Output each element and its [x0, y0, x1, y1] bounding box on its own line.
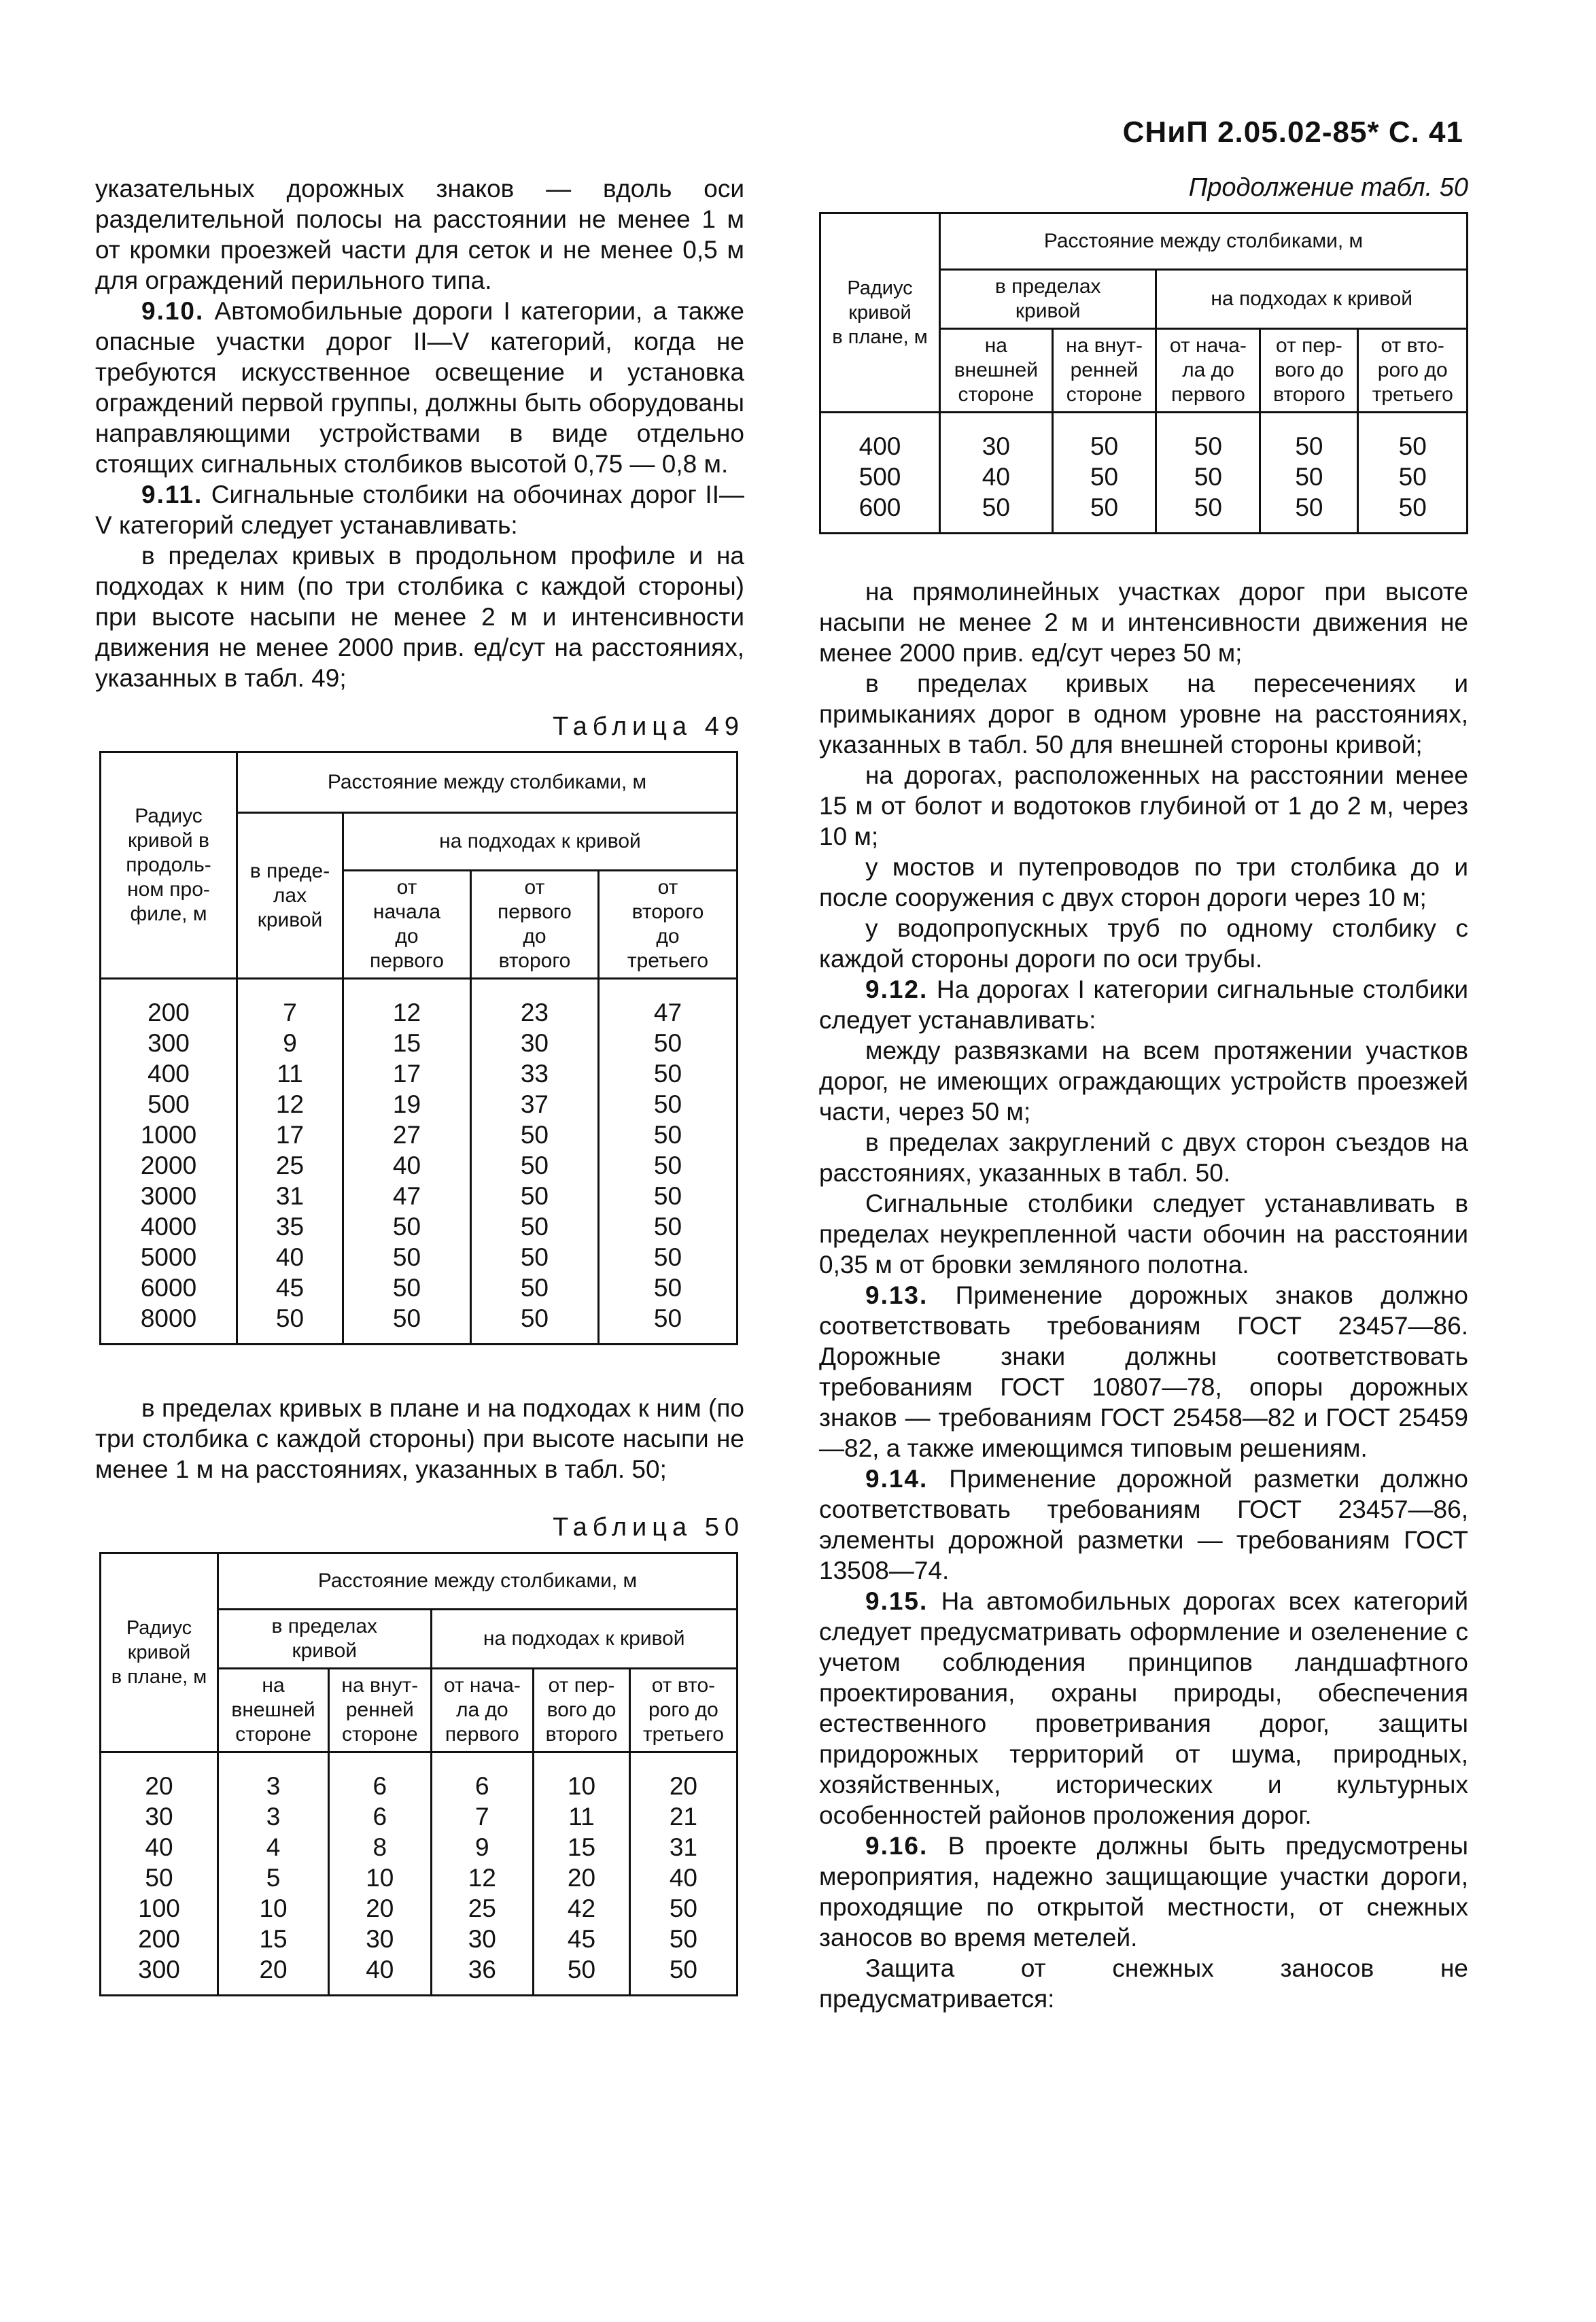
table-cell: 50 — [598, 1272, 737, 1303]
header-approaches: на подходах к кривой — [1156, 270, 1468, 329]
header-first-to-second: от пер- вого до второго — [534, 1669, 630, 1752]
paragraph-9-11 — [95, 479, 744, 540]
table-row — [101, 1862, 738, 1893]
table-cell: 20 — [218, 1954, 329, 1996]
table-cell: 12 — [343, 979, 471, 1028]
table-cell: 50 — [470, 1242, 598, 1272]
table-cell: 50 — [237, 1303, 343, 1345]
table-row — [101, 1150, 738, 1181]
table-cell: 25 — [237, 1150, 343, 1181]
paragraph-9-10 — [95, 296, 744, 479]
table-cell: 33 — [470, 1058, 598, 1089]
table-cell: 30 — [940, 413, 1053, 462]
clause-number: 9.15. — [865, 1587, 929, 1615]
page-header: СНиП 2.05.02-85* С. 41 — [1122, 116, 1463, 149]
table-cell: 50 — [1156, 413, 1260, 462]
table-50-continued-caption: Продолжение табл. 50 — [1188, 173, 1468, 202]
table-cell: 50 — [101, 1862, 218, 1893]
table-cell: 50 — [1260, 462, 1358, 492]
table-cell: 40 — [237, 1242, 343, 1272]
table-cell: 3 — [218, 1801, 329, 1832]
table-cell: 50 — [1156, 462, 1260, 492]
paragraph: в пределах закруглений с двух сторон съездов на расстояниях, указанных в табл. 50. — [819, 1128, 1468, 1187]
table-cell: 15 — [343, 1028, 471, 1058]
table-cell: 12 — [431, 1862, 534, 1893]
table-cell: 6000 — [101, 1272, 237, 1303]
table-cell: 50 — [629, 1893, 737, 1924]
paragraph-9-15 — [819, 1586, 1468, 1831]
paragraph: на прямолинейных участках дорог при высоте насыпи не менее 2 м и интенсивности движения не менее 2000 прив. ед/сут через 50 м; — [819, 578, 1468, 667]
table-cell: 50 — [470, 1181, 598, 1211]
table-cell: 12 — [237, 1089, 343, 1120]
table-cell: 50 — [343, 1242, 471, 1272]
table-cell: 600 — [820, 492, 940, 534]
table-cell: 200 — [101, 979, 237, 1028]
table-cell: 400 — [820, 413, 940, 462]
paragraph: у водопропускных труб по одному столбику с каждой стороны дороги по оси трубы. — [819, 914, 1468, 973]
table-cell: 50 — [343, 1211, 471, 1242]
table-cell: 50 — [598, 1120, 737, 1150]
table-cell: 4 — [218, 1832, 329, 1862]
table-row — [101, 979, 738, 1028]
header-distance: Расстояние между столбиками, м — [940, 213, 1468, 270]
table-50-body — [101, 1752, 738, 1996]
table-cell: 27 — [343, 1120, 471, 1150]
clause-number: 9.12. — [865, 975, 929, 1003]
table-cell: 31 — [237, 1181, 343, 1211]
table-cell: 37 — [470, 1089, 598, 1120]
header-start-to-first: от нача- ла до первого — [431, 1669, 534, 1752]
table-cell: 50 — [1052, 462, 1156, 492]
table-row — [101, 1211, 738, 1242]
table-cell: 40 — [329, 1954, 431, 1996]
table-cell: 50 — [343, 1272, 471, 1303]
table-cell: 50 — [598, 1303, 737, 1345]
table-49-body — [101, 979, 738, 1345]
header-within-curve: в пределах кривой — [218, 1610, 432, 1669]
table-cell: 50 — [1052, 492, 1156, 534]
table-cell: 50 — [629, 1924, 737, 1954]
table-cell: 50 — [598, 1181, 737, 1211]
table-cell: 50 — [470, 1272, 598, 1303]
table-cell: 5000 — [101, 1242, 237, 1272]
table-cell: 10 — [218, 1893, 329, 1924]
header-second-to-third: от вто- рого до третьего — [1358, 329, 1468, 413]
table-cell: 47 — [598, 979, 737, 1028]
table-cell: 300 — [101, 1028, 237, 1058]
clause-number: 9.14. — [865, 1465, 929, 1493]
table-cell: 20 — [101, 1752, 218, 1802]
paragraph: между развязками на всем протяжении участков дорог, не имеющих ограждающих устройств проезжей части, через 50 м; — [819, 1037, 1468, 1126]
paragraph-9-12 — [819, 974, 1468, 1035]
header-within-curve: в пределах кривой — [940, 270, 1156, 329]
table-cell: 100 — [101, 1893, 218, 1924]
table-row — [101, 1181, 738, 1211]
table-cell: 19 — [343, 1089, 471, 1120]
clause-number: 9.13. — [865, 1281, 929, 1309]
table-cell: 7 — [237, 979, 343, 1028]
table-cell: 45 — [534, 1924, 630, 1954]
table-cell: 50 — [940, 492, 1053, 534]
table-cell: 3 — [218, 1752, 329, 1802]
table-row — [101, 1058, 738, 1089]
table-cell: 50 — [470, 1211, 598, 1242]
header-approaches: на подходах к кривой — [431, 1610, 737, 1669]
table-cell: 8 — [329, 1832, 431, 1862]
table-cell: 40 — [940, 462, 1053, 492]
table-cell: 500 — [820, 462, 940, 492]
table-cell: 50 — [1358, 462, 1468, 492]
table-cell: 31 — [629, 1832, 737, 1862]
table-cell: 6 — [329, 1752, 431, 1802]
table-cell: 20 — [329, 1893, 431, 1924]
table-cell: 11 — [237, 1058, 343, 1089]
clause-number: 9.11. — [141, 481, 203, 508]
table-row — [820, 492, 1468, 534]
table-cell: 30 — [101, 1801, 218, 1832]
paragraph-9-16 — [819, 1831, 1468, 1953]
header-first-to-second: от пер- вого до второго — [1260, 329, 1358, 413]
table-row — [101, 1120, 738, 1150]
paragraph-9-14 — [819, 1463, 1468, 1586]
table-cell: 50 — [1260, 413, 1358, 462]
table-cell: 50 — [1052, 413, 1156, 462]
left-column — [95, 173, 744, 1996]
paragraph: Защита от снежных заносов не предусматривается: — [819, 1954, 1468, 2013]
header-second-to-third: от вто- рого до третьего — [629, 1669, 737, 1752]
header-inner-side: на внут- ренней стороне — [1052, 329, 1156, 413]
table-cell: 4000 — [101, 1211, 237, 1242]
table-cell: 50 — [1156, 492, 1260, 534]
clause-text: В проекте должны быть предусмотрены мероприятия, надежно защищающие участки дороги, проходящие по открытой местности, от снежных заносов во время метелей. — [819, 1832, 1468, 1952]
clause-text: Автомобильные дороги I категории, а также опасные участки дорог II—V категорий, когда не требуются искусственное освещение и установка ограждений первой группы, должны быть оборудованы направляющими устройствами в виде отдельно стоящих сигнальных столбиков высотой 0,75 — 0,8 м. — [95, 297, 744, 478]
table-row — [101, 1303, 738, 1345]
table-cell: 47 — [343, 1181, 471, 1211]
header-radius: Радиус кривой в плане, м — [101, 1553, 218, 1752]
paragraph: в пределах кривых в плане и на подходах к ним (по три столбика с каждой стороны) при высоте насыпи не менее 1 м на расстояниях, указанных в табл. 50; — [95, 1394, 744, 1483]
table-cell: 40 — [101, 1832, 218, 1862]
paragraph: на дорогах, расположенных на расстоянии менее 15 м от болот и водотоков глубиной от 1 до 2 м, через 10 м; — [819, 761, 1468, 850]
header-radius: Радиус кривой в плане, м — [820, 213, 940, 413]
table-50-continued-body — [820, 413, 1468, 534]
right-column — [819, 173, 1468, 2014]
table-cell: 2000 — [101, 1150, 237, 1181]
paragraph-9-13 — [819, 1280, 1468, 1463]
table-row — [820, 413, 1468, 462]
table-cell: 40 — [629, 1862, 737, 1893]
header-start-to-first: от нача- ла до первого — [1156, 329, 1260, 413]
table-row — [101, 1893, 738, 1924]
table-cell: 50 — [1358, 413, 1468, 462]
table-cell: 9 — [237, 1028, 343, 1058]
header-second-to-third: от второго до третьего — [598, 871, 737, 979]
table-row — [101, 1028, 738, 1058]
paragraph: указательных дорожных знаков — вдоль оси разделительной полосы на расстоянии не менее 1 м от кромки проезжей части для сеток и не менее 0,5 м для ограждений перильного типа. — [95, 175, 744, 294]
table-cell: 50 — [1358, 492, 1468, 534]
table-cell: 21 — [629, 1801, 737, 1832]
table-cell: 42 — [534, 1893, 630, 1924]
clause-text: Сигнальные столбики на обочинах дорог II—V категорий следует устанавливать: — [95, 481, 744, 539]
table-row — [101, 1752, 738, 1802]
table-cell: 6 — [329, 1801, 431, 1832]
header-distance: Расстояние между столбиками, м — [237, 752, 738, 813]
header-start-to-first: от начала до первого — [343, 871, 471, 979]
table-cell: 40 — [343, 1150, 471, 1181]
paragraph: в пределах кривых в продольном профиле и на подходах к ним (по три столбика с каждой стороны) при высоте насыпи не менее 2 м и интенсивности движения не менее 2000 прив. ед/сут на расстояниях, указанных в табл. 49; — [95, 542, 744, 692]
table-cell: 30 — [470, 1028, 598, 1058]
header-outer-side: на внешней стороне — [218, 1669, 329, 1752]
table-cell: 20 — [534, 1862, 630, 1893]
table-cell: 6 — [431, 1752, 534, 1802]
table-cell: 50 — [598, 1211, 737, 1242]
header-inner-side: на внут- ренней стороне — [329, 1669, 431, 1752]
header-within-curve: в преде- лах кривой — [237, 813, 343, 979]
table-row — [101, 1242, 738, 1272]
table-50-caption: Таблица 50 — [553, 1513, 744, 1542]
header-outer-side: на внешней стороне — [940, 329, 1053, 413]
table-cell: 30 — [431, 1924, 534, 1954]
table-row — [101, 1272, 738, 1303]
table-cell: 50 — [470, 1120, 598, 1150]
table-cell: 7 — [431, 1801, 534, 1832]
table-cell: 50 — [598, 1242, 737, 1272]
table-cell: 1000 — [101, 1120, 237, 1150]
table-cell: 400 — [101, 1058, 237, 1089]
table-49 — [99, 751, 738, 1345]
header-approaches: на подходах к кривой — [343, 813, 738, 871]
table-row — [101, 1954, 738, 1996]
table-cell: 200 — [101, 1924, 218, 1954]
table-cell: 50 — [470, 1150, 598, 1181]
table-cell: 3000 — [101, 1181, 237, 1211]
table-cell: 50 — [598, 1089, 737, 1120]
table-50 — [99, 1552, 738, 1996]
table-cell: 20 — [629, 1752, 737, 1802]
header-distance: Расстояние между столбиками, м — [218, 1553, 738, 1610]
table-cell: 50 — [343, 1303, 471, 1345]
table-cell: 500 — [101, 1089, 237, 1120]
table-cell: 50 — [629, 1954, 737, 1996]
table-cell: 50 — [598, 1150, 737, 1181]
clause-text: Применение дорожной разметки должно соответствовать требованиям ГОСТ 23457—86, элементы дорожной разметки — требованиям ГОСТ 13508—74. — [819, 1465, 1468, 1584]
table-cell: 15 — [218, 1924, 329, 1954]
table-cell: 8000 — [101, 1303, 237, 1345]
table-cell: 15 — [534, 1832, 630, 1862]
table-cell: 50 — [598, 1028, 737, 1058]
table-cell: 50 — [1260, 492, 1358, 534]
paragraph: у мостов и путепроводов по три столбика до и после сооружения с двух сторон дороги через 10 м; — [819, 853, 1468, 912]
header-radius: Радиус кривой в продоль- ном про- филе, м — [101, 752, 237, 979]
table-row — [101, 1801, 738, 1832]
table-cell: 50 — [470, 1303, 598, 1345]
clause-number: 9.16. — [865, 1832, 929, 1860]
header-first-to-second: от первого до второго — [470, 871, 598, 979]
table-row — [101, 1089, 738, 1120]
table-cell: 10 — [534, 1752, 630, 1802]
table-row — [101, 1832, 738, 1862]
clause-text: На автомобильных дорогах всех категорий следует предусматривать оформление и озеленение с учетом соблюдения принципов ландшафтного проектирования, охраны природы, обеспечения естественного проветривания дорог, защиты придорожных территорий от шума, природных, хозяйственных, исторических и культурных особенностей районов проложения дорог. — [819, 1587, 1468, 1829]
table-cell: 17 — [343, 1058, 471, 1089]
table-49-caption: Таблица 49 — [553, 712, 744, 741]
table-cell: 50 — [534, 1954, 630, 1996]
table-cell: 17 — [237, 1120, 343, 1150]
paragraph: Сигнальные столбики следует устанавливать в пределах неукрепленной части обочин на расстоянии 0,35 м от бровки земляного полотна. — [819, 1190, 1468, 1279]
table-cell: 10 — [329, 1862, 431, 1893]
table-cell: 36 — [431, 1954, 534, 1996]
table-cell: 30 — [329, 1924, 431, 1954]
paragraph: в пределах кривых на пересечениях и примыканиях дорог в одном уровне на расстояниях, указанных в табл. 50 для внешней стороны кривой; — [819, 670, 1468, 759]
table-row — [101, 1924, 738, 1954]
table-cell: 45 — [237, 1272, 343, 1303]
table-cell: 5 — [218, 1862, 329, 1893]
table-cell: 9 — [431, 1832, 534, 1862]
table-cell: 11 — [534, 1801, 630, 1832]
table-cell: 25 — [431, 1893, 534, 1924]
table-row — [820, 462, 1468, 492]
clause-number: 9.10. — [141, 297, 205, 325]
table-cell: 35 — [237, 1211, 343, 1242]
table-cell: 300 — [101, 1954, 218, 1996]
table-50-continued — [819, 212, 1468, 534]
table-cell: 50 — [598, 1058, 737, 1089]
table-cell: 23 — [470, 979, 598, 1028]
clause-text: На дорогах I категории сигнальные столбики следует устанавливать: — [819, 975, 1468, 1034]
clause-text: Применение дорожных знаков должно соответствовать требованиям ГОСТ 23457—86. Дорожные знаки должны соответствовать требованиям ГОСТ 10807—78, опоры дорожных знаков — требованиям ГОСТ 25458—82 и ГОСТ 25459—82, а также имеющимся типовым решениям. — [819, 1281, 1468, 1462]
